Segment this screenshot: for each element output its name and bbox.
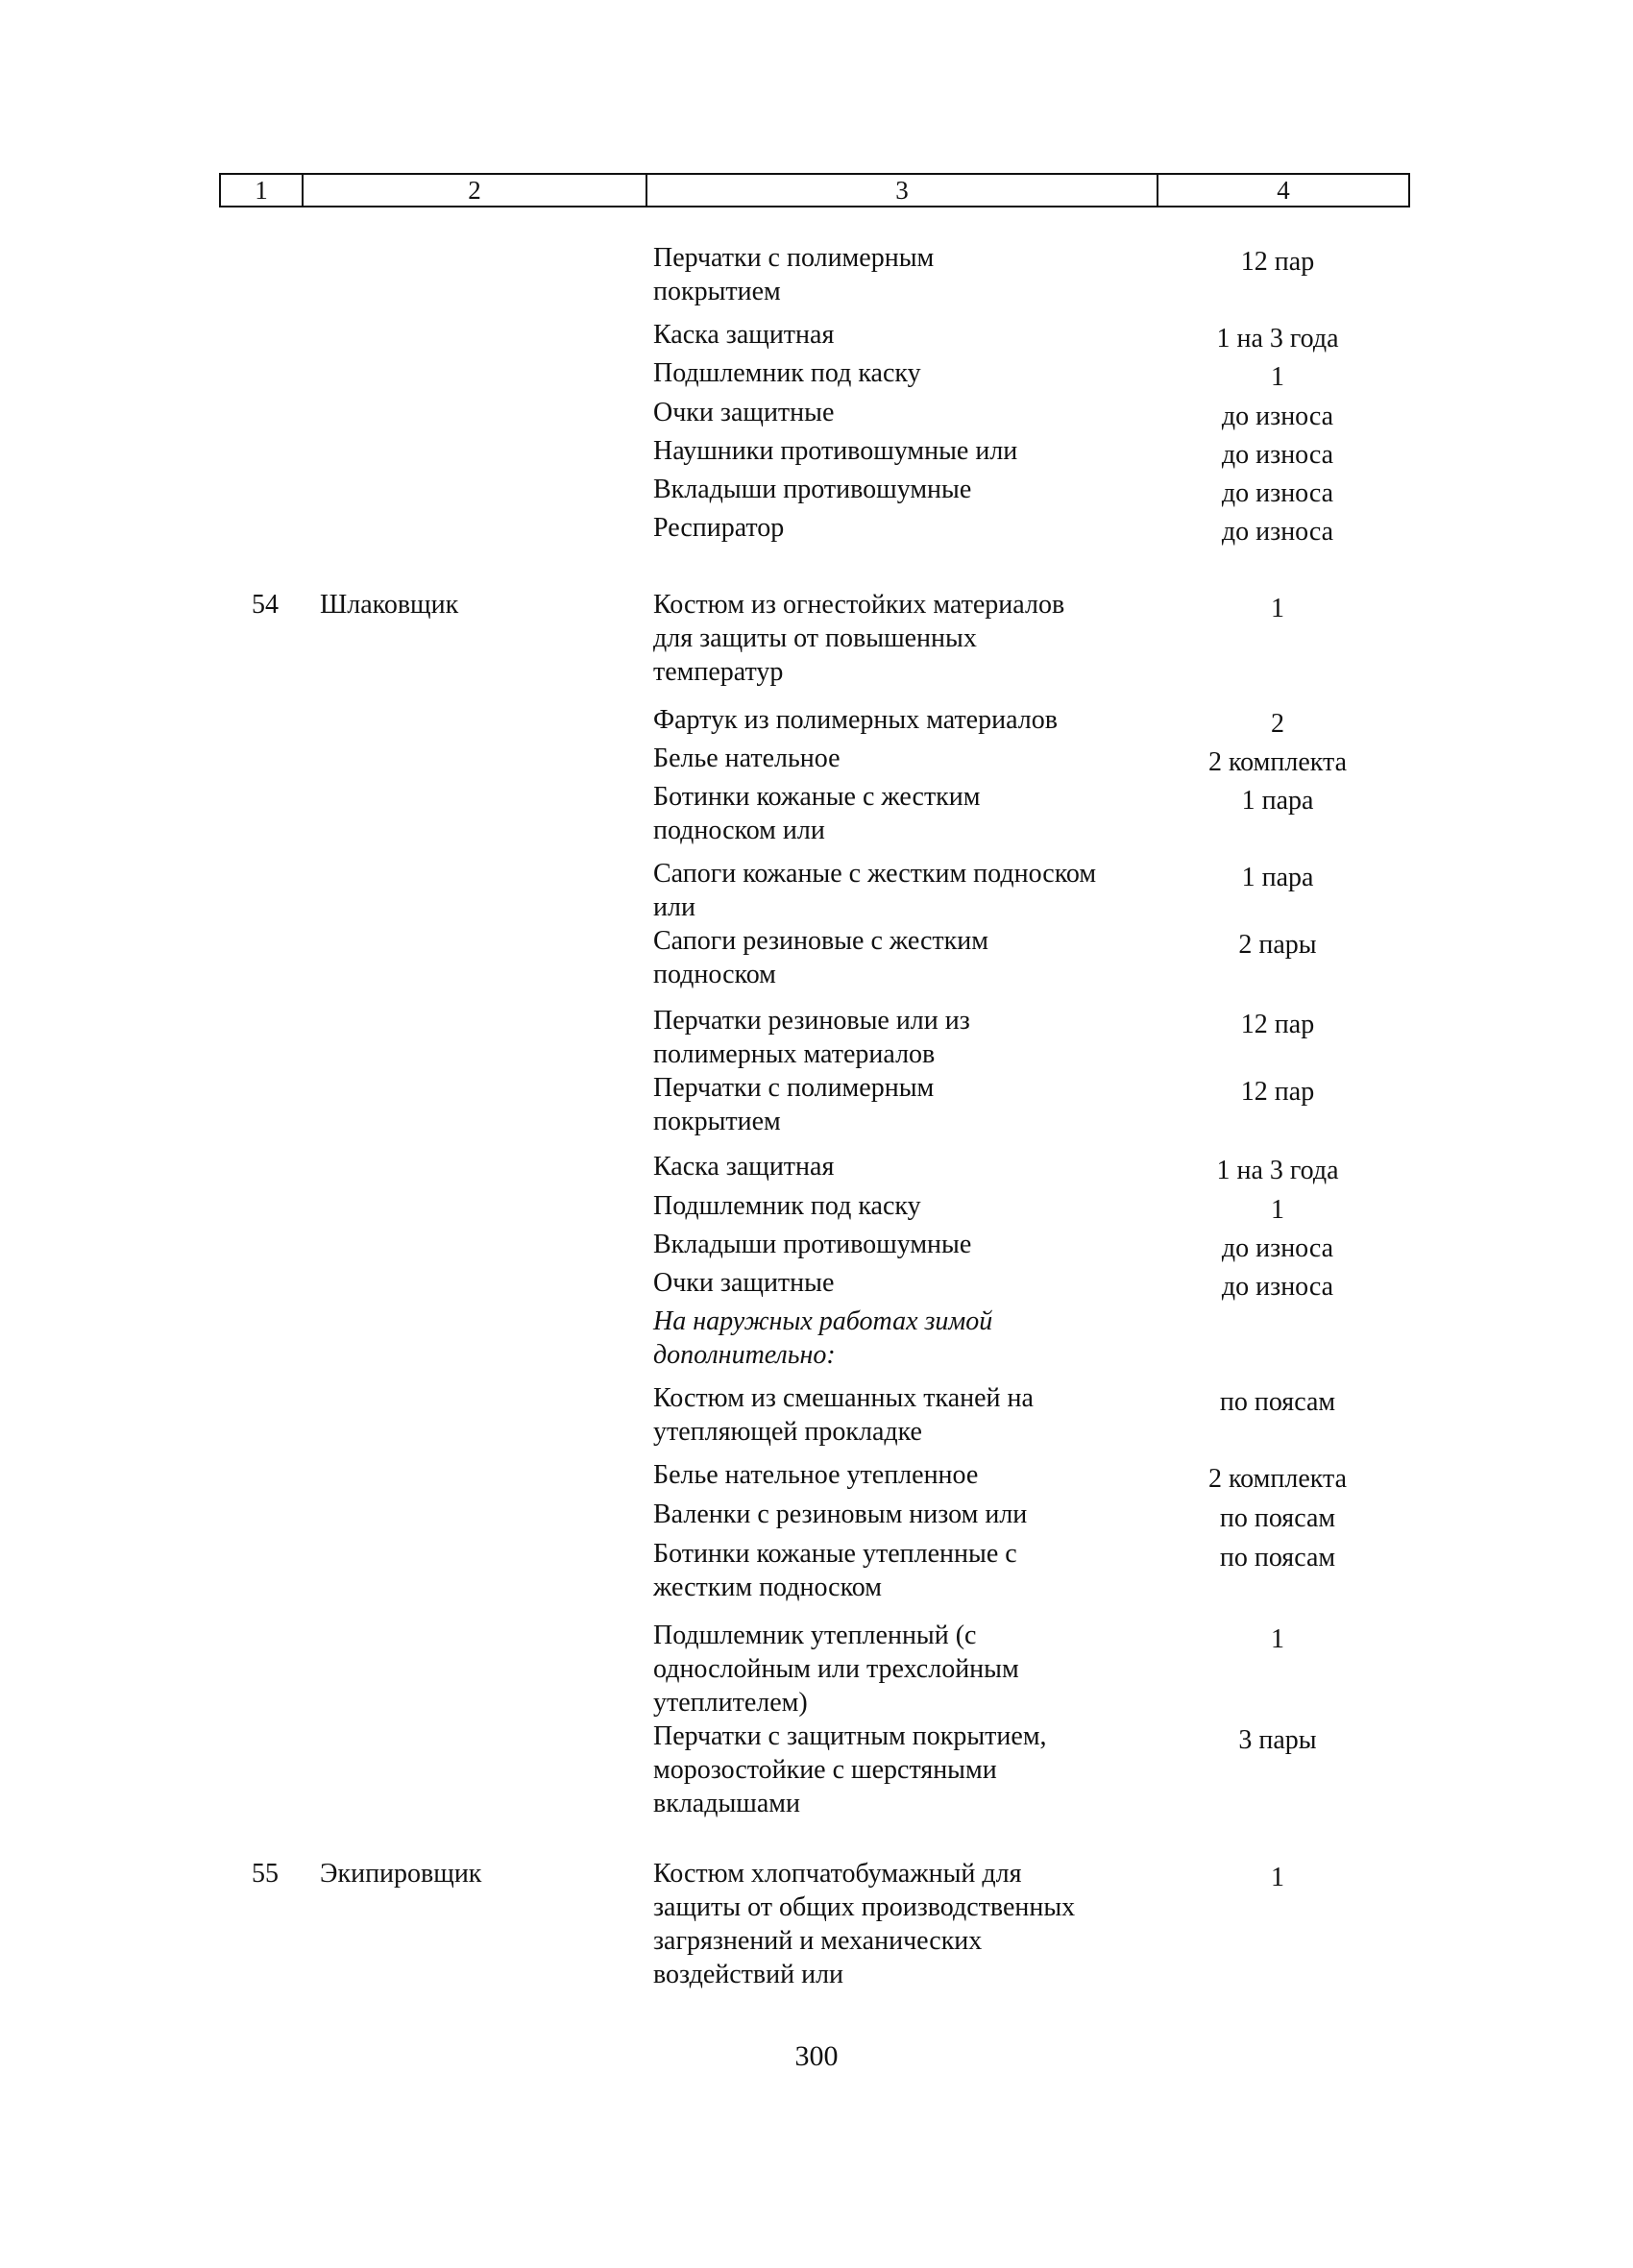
profession-name: Экипировщик [320,1859,482,1889]
quantity-value: 1 [1271,1624,1284,1654]
quantity-value: 2 пары [1238,930,1317,960]
item-line: Подшлемник под каску [653,358,921,388]
item-line: подноском [653,960,776,989]
item-line: однослойным или трехслойным [653,1654,1019,1684]
item-line: Сапоги резиновые с жестким [653,926,988,956]
quantity-value: 1 [1271,362,1284,392]
quantity-value: по поясам [1219,1543,1336,1573]
header-col-3: 3 [647,175,1158,206]
note-line: На наружных работах зимой [653,1306,993,1336]
item-line: Сапоги кожаные с жестким подноском [653,859,1097,889]
item-line: Перчатки с полимерным [653,1073,935,1103]
item-line: загрязнений и механических [653,1926,983,1956]
quantity-value: 1 [1271,1195,1284,1225]
row-number: 54 [252,590,279,620]
item-line: Каска защитная [653,320,835,350]
quantity-value: до износа [1221,478,1334,508]
quantity-value: 12 пар [1240,1077,1315,1107]
quantity-value: 1 на 3 года [1216,324,1339,354]
item-line: Валенки с резиновым низом или [653,1500,1028,1529]
header-col-1: 1 [221,175,304,206]
item-line: подноском или [653,816,825,845]
item-line: защиты от общих производственных [653,1892,1076,1922]
page-number: 300 [794,2040,839,2072]
item-line: Очки защитные [653,1268,835,1298]
quantity-value: 12 пар [1240,1010,1315,1039]
item-line: Ботинки кожаные утепленные с [653,1539,1017,1569]
item-line: полимерных материалов [653,1039,936,1069]
item-line: Перчатки с защитным покрытием, [653,1721,1047,1751]
quantity-value: до износа [1221,402,1334,431]
item-line: покрытием [653,1107,781,1136]
quantity-value: 2 комплекта [1208,747,1347,777]
item-line: Костюм из смешанных тканей на [653,1383,1034,1413]
item-line: Перчатки с полимерным [653,243,935,273]
quantity-value: до износа [1221,517,1334,547]
quantity-value: 1 пара [1241,786,1314,816]
item-line: Вкладыши противошумные [653,1230,972,1259]
header-col-2: 2 [304,175,647,206]
item-line: Подшлемник утепленный (с [653,1621,977,1650]
item-line: вкладышами [653,1789,800,1818]
item-line: Респиратор [653,513,785,543]
quantity-value: 2 комплекта [1208,1464,1347,1494]
item-line: Очки защитные [653,398,835,427]
note-line: дополнительно: [653,1340,836,1370]
quantity-value: 3 пары [1238,1725,1317,1755]
profession-name: Шлаковщик [320,590,459,620]
item-line: Костюм из огнестойких материалов [653,590,1065,620]
item-line: Фартук из полимерных материалов [653,705,1058,735]
item-line: морозостойкие с шерстяными [653,1755,997,1785]
quantity-value: по поясам [1219,1387,1336,1417]
quantity-value: 1 [1271,1863,1284,1892]
quantity-value: 12 пар [1240,247,1315,277]
table-header [219,173,1410,207]
item-line: покрытием [653,277,781,306]
item-line: Костюм хлопчатобумажный для [653,1859,1022,1889]
item-line: Белье нательное [653,744,841,773]
item-line: утеплителем) [653,1688,808,1718]
item-line: воздействий или [653,1960,844,1989]
quantity-value: по поясам [1219,1503,1336,1533]
quantity-value: 2 [1271,709,1284,739]
item-line: Каска защитная [653,1152,835,1182]
quantity-value: 1 пара [1241,863,1314,892]
item-line: утепляющей прокладке [653,1417,922,1447]
item-line: жестким подноском [653,1573,882,1602]
quantity-value: до износа [1221,1233,1334,1263]
row-number: 55 [252,1859,279,1889]
item-line: Подшлемник под каску [653,1191,921,1221]
quantity-value: 1 [1271,594,1284,623]
header-col-4: 4 [1277,176,1290,205]
quantity-value: до износа [1221,440,1334,470]
item-line: или [653,892,695,922]
quantity-value: 1 на 3 года [1216,1156,1339,1185]
item-line: Ботинки кожаные с жестким [653,782,981,812]
item-line: Вкладыши противошумные [653,475,972,504]
quantity-value: до износа [1221,1272,1334,1302]
item-line: Белье нательное утепленное [653,1460,979,1490]
item-line: Перчатки резиновые или из [653,1006,970,1036]
item-line: температур [653,657,784,687]
item-line: для защиты от повышенных [653,623,977,653]
item-line: Наушники противошумные или [653,436,1018,466]
